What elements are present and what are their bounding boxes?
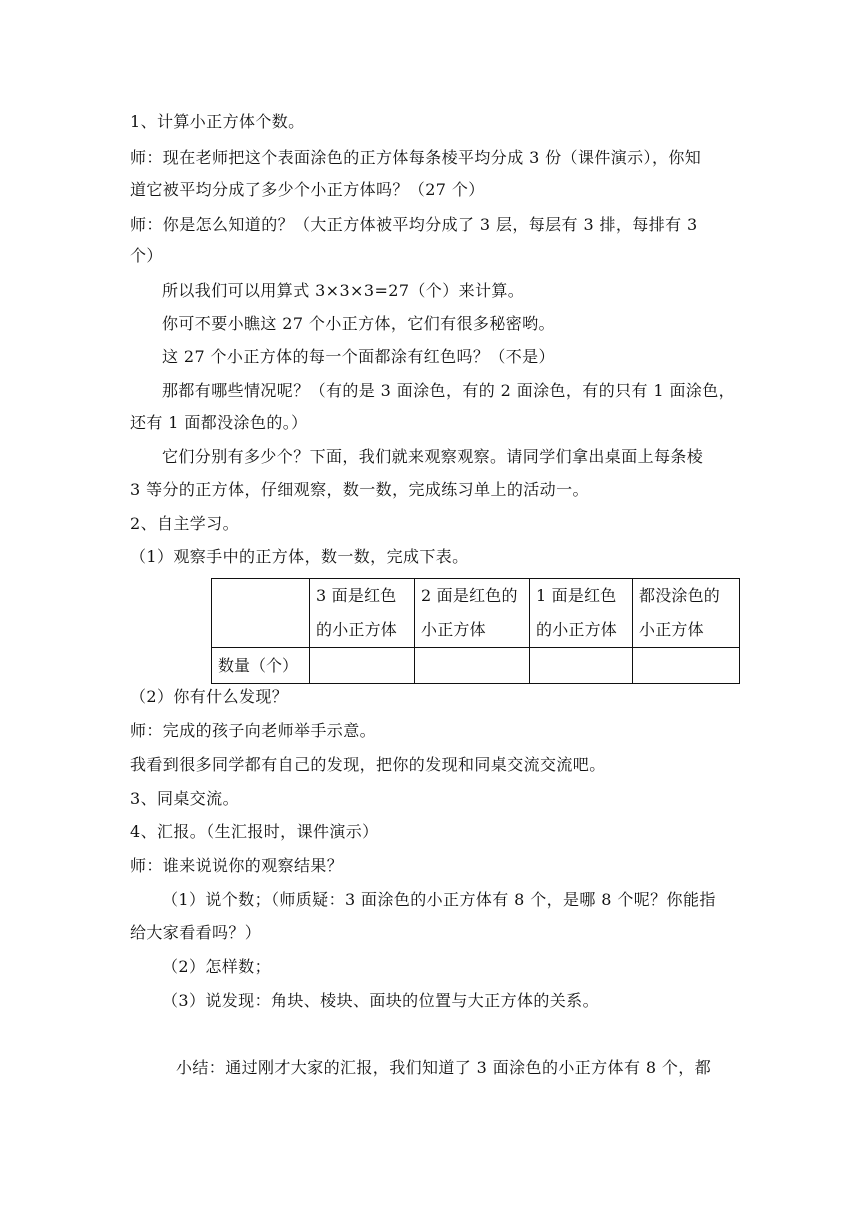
section-title-4: 4、汇报。（生汇报时，课件演示） bbox=[130, 822, 379, 841]
paragraph-line: 师：你是怎么知道的？（大正方体被平均分成了 3 层，每层有 3 排，每排有 3 bbox=[130, 215, 698, 234]
subsection-line: （2）你有什么发现？ bbox=[130, 687, 289, 706]
paragraph-line: 3 等分的正方体，仔细观察，数一数，完成练习单上的活动一。 bbox=[130, 480, 589, 499]
paragraph-line: 还有 1 面都没涂色的。） bbox=[130, 413, 308, 432]
table-header: 都没涂色的小正方体 bbox=[633, 579, 740, 648]
table-header: 2 面是红色的小正方体 bbox=[415, 579, 530, 648]
subsection-line: （1）观察手中的正方体，数一数，完成下表。 bbox=[130, 547, 469, 566]
paragraph-line: 它们分别有多少个？下面，我们就来观察观察。请同学们拿出桌面上每条棱 bbox=[162, 447, 704, 466]
paragraph-line: 你可不要小瞧这 27 个小正方体，它们有很多秘密哟。 bbox=[162, 314, 555, 333]
section-title-3: 3、同桌交流。 bbox=[130, 789, 239, 808]
paragraph-line: 师：谁来说说你的观察结果？ bbox=[130, 856, 344, 875]
table-cell bbox=[633, 648, 740, 684]
observation-table bbox=[211, 578, 740, 684]
table-header: 1 面是红色的小正方体 bbox=[530, 579, 633, 648]
paragraph-line: 那都有哪些情况呢？（有的是 3 面涂色，有的 2 面涂色，有的只有 1 面涂色， bbox=[162, 381, 736, 400]
table-row-label: 数量（个） bbox=[212, 648, 310, 684]
table-header: 3 面是红色的小正方体 bbox=[310, 579, 415, 648]
paragraph-line: 这 27 个小正方体的每一个面都涂有红色吗？（不是） bbox=[162, 347, 555, 366]
paragraph-line: （2）怎样数； bbox=[162, 957, 271, 976]
table-cell bbox=[530, 648, 633, 684]
paragraph-line: 我看到很多同学都有自己的发现，把你的发现和同桌交流交流吧。 bbox=[130, 755, 606, 774]
paragraph-line: （3）说发现：角块、棱块、面块的位置与大正方体的关系。 bbox=[162, 991, 599, 1010]
paragraph-line: 师：完成的孩子向老师举手示意。 bbox=[130, 721, 377, 740]
table-header-empty bbox=[212, 579, 310, 648]
summary-line: 小结：通过刚才大家的汇报，我们知道了 3 面涂色的小正方体有 8 个，都 bbox=[176, 1058, 712, 1077]
section-title-1: 1、计算小正方体个数。 bbox=[130, 112, 305, 131]
paragraph-line: （1）说个数；（师质疑：3 面涂色的小正方体有 8 个，是哪 8 个呢？你能指 bbox=[162, 890, 716, 909]
paragraph-line: 道它被平均分成了多少个小正方体吗？（27 个） bbox=[130, 180, 485, 199]
table-cell bbox=[415, 648, 530, 684]
paragraph-line: 所以我们可以用算式 3×3×3=27（个）来计算。 bbox=[162, 281, 525, 300]
table-cell bbox=[310, 648, 415, 684]
observation-table-wrapper bbox=[211, 578, 739, 680]
paragraph-line: 师：现在老师把这个表面涂色的正方体每条棱平均分成 3 份（课件演示），你知 bbox=[130, 148, 702, 167]
paragraph-line: 给大家看看吗？） bbox=[130, 923, 262, 942]
section-title-2: 2、自主学习。 bbox=[130, 514, 239, 533]
paragraph-line: 个） bbox=[130, 246, 163, 265]
